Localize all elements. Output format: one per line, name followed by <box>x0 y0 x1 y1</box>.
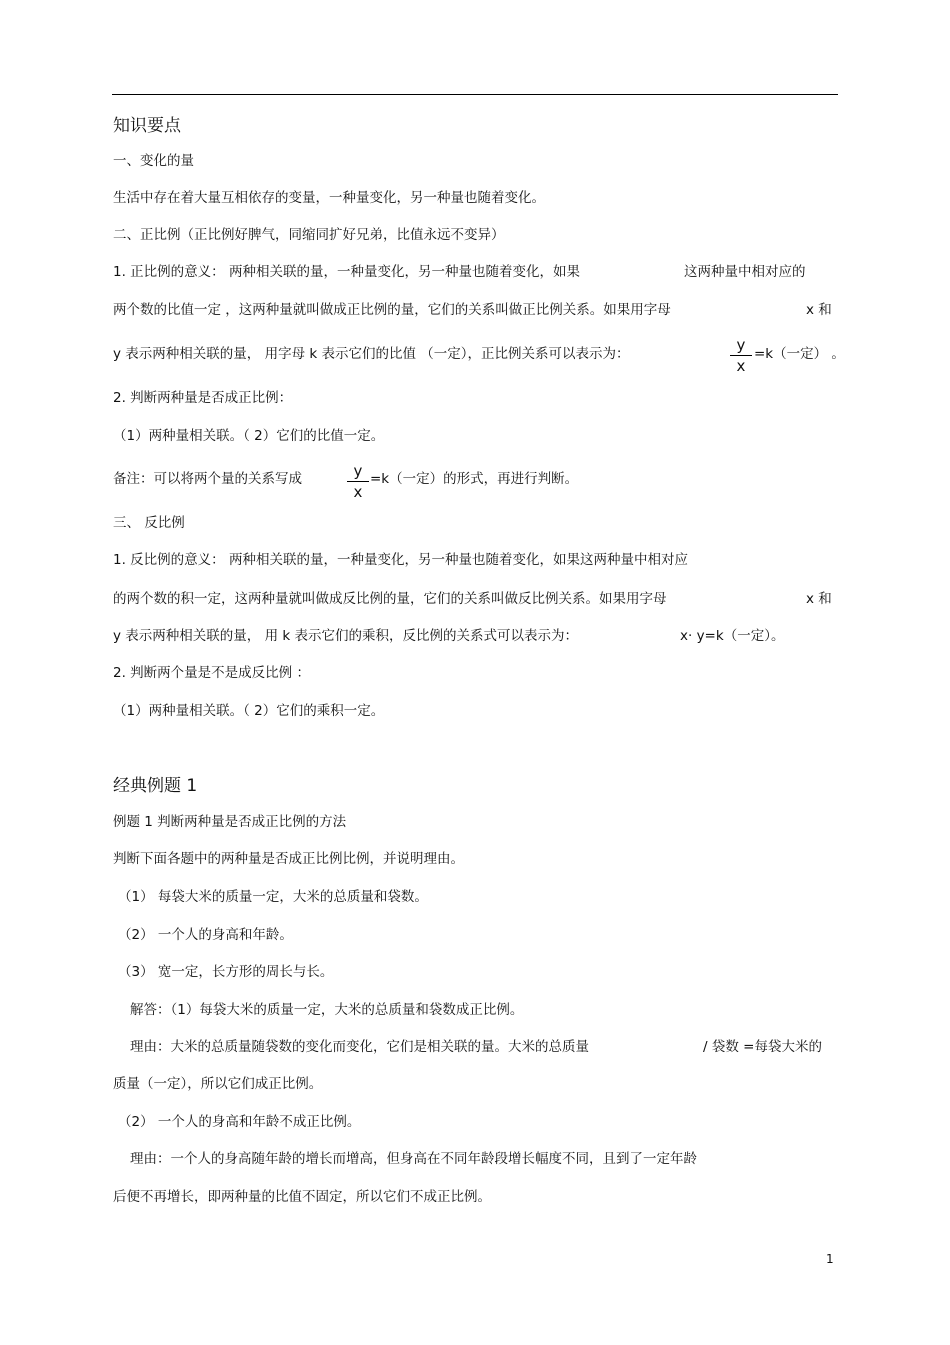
fraction-denominator: x <box>736 357 746 375</box>
heading-classic-examples: 经典例题 1 <box>113 776 198 796</box>
section3-def-line2-tail: x 和 <box>806 591 832 607</box>
section1-text: 生活中存在着大量互相依存的变量，一种量变化，另一种量也随着变化。 <box>113 190 545 206</box>
reason-2-line1: 理由：一个人的身高随年龄的增长而增高，但身高在不同年龄段增长幅度不同，且到了一定年龄 <box>130 1151 697 1167</box>
section2-note: 备注：可以将两个量的关系写成 <box>113 471 302 487</box>
section2-title: 二、正比例（正比例好脾气，同缩同扩好兄弟，比值永远不变异） <box>113 227 505 243</box>
section1-title: 一、变化的量 <box>113 153 194 169</box>
example-intro: 判断下面各题中的两种量是否成正比例比例，并说明理由。 <box>113 851 464 867</box>
example-question-3: （3） 宽一定，长方形的周长与长。 <box>118 964 334 980</box>
example-title: 例题 1 判断两种量是否成正比例的方法 <box>113 814 347 830</box>
example-question-2: （2） 一个人的身高和年龄。 <box>118 927 293 943</box>
header-rule <box>112 94 838 95</box>
example-question-1: （1） 每袋大米的质量一定，大米的总质量和袋数。 <box>118 889 428 905</box>
section2-def-line3-tail: =k（一定） 。 <box>754 346 845 362</box>
reason-1-line1: 理由：大米的总质量随袋数的变化而变化，它们是相关联的量。大米的总质量 <box>130 1039 589 1055</box>
reason-1-line2: 质量（一定），所以它们成正比例。 <box>113 1076 323 1092</box>
reason-2-line2: 后便不再增长，即两种量的比值不固定，所以它们不成正比例。 <box>113 1189 491 1205</box>
reason-1-line1-tail: / 袋数 =每袋大米的 <box>703 1039 822 1055</box>
section3-def-line2: 的两个数的积一定，这两种量就叫做成反比例的量，它们的关系叫做反比例关系。如果用字母 <box>113 591 667 607</box>
answer-1: 解答：（1）每袋大米的质量一定，大米的总质量和袋数成正比例。 <box>130 1002 524 1018</box>
section2-def-line3: y 表示两种相关联的量， 用字母 k 表示它们的比值 （一定），正比例关系可以表示为： <box>113 346 630 362</box>
heading-knowledge-points: 知识要点 <box>113 116 181 136</box>
section2-judge-title: 2. 判断两种量是否成正比例： <box>113 390 293 406</box>
page-number: 1 <box>826 1252 834 1266</box>
section2-def-line2-tail: x 和 <box>806 302 832 318</box>
section3-judge-criteria: （1）两种量相关联。（ 2）它们的乘积一定。 <box>113 703 385 719</box>
fraction-y-over-x <box>730 336 752 375</box>
fraction-numerator: y <box>730 336 752 356</box>
section3-def-line3: y 表示两种相关联的量， 用 k 表示它们的乘积，反比例的关系式可以表示为： <box>113 628 578 644</box>
fraction-denominator: x <box>353 483 363 501</box>
section2-def-line1: 1. 正比例的意义： 两种相关联的量，一种量变化，另一种量也随着变化，如果 <box>113 264 580 280</box>
section2-def-line2: 两个数的比值一定 ，这两种量就叫做成正比例的量，它们的关系叫做正比例关系。如果用字母 <box>113 302 671 318</box>
note-fraction-y-over-x <box>347 462 369 501</box>
answer-2: （2） 一个人的身高和年龄不成正比例。 <box>118 1114 361 1130</box>
section3-judge-title: 2. 判断两个量是不是成反比例 ： <box>113 665 310 681</box>
section2-judge-criteria: （1）两种量相关联。（ 2）它们的比值一定。 <box>113 428 385 444</box>
section2-note-tail: =k（一定）的形式，再进行判断。 <box>370 471 579 487</box>
section3-title: 三、 反比例 <box>113 515 185 531</box>
fraction-numerator: y <box>347 462 369 482</box>
section3-def-line1: 1. 反比例的意义： 两种相关联的量，一种量变化，另一种量也随着变化，如果这两种量中相对应 <box>113 552 688 568</box>
section3-def-line3-tail: x· y=k（一定）。 <box>680 628 785 644</box>
section2-def-line1-tail: 这两种量中相对应的 <box>684 264 806 280</box>
